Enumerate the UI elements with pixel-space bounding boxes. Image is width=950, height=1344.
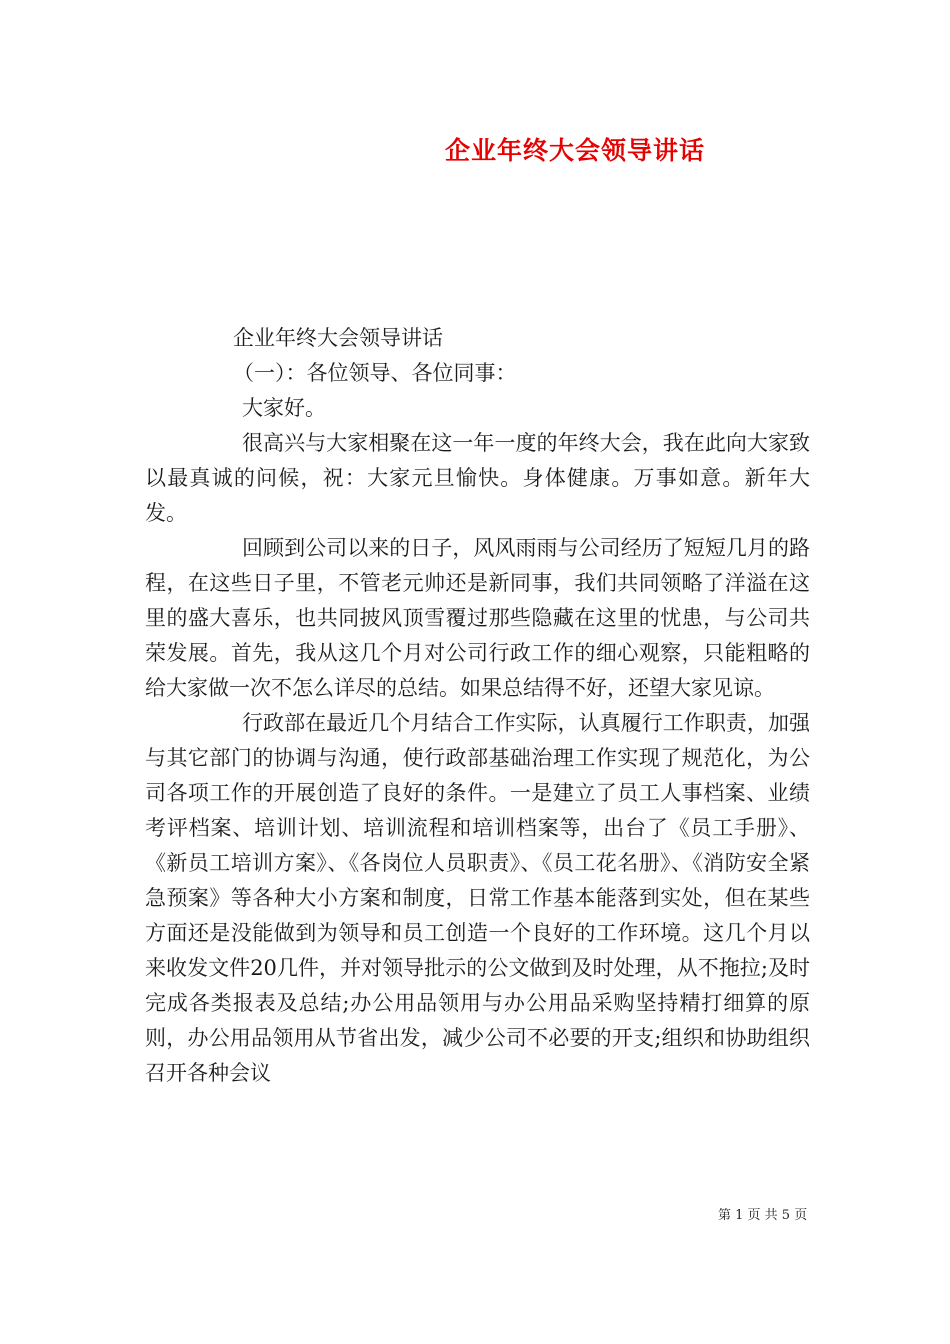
paragraph-3: 行政部在最近几个月结合工作实际，认真履行工作职责，加强与其它部门的协调与沟通，使行政部基础治理工作实现了规范化，为公司各项工作的开展创造了良好的条件。一是建立了员工人事档案、业绩考评档案、培训计划、培训流程和培训档案等，出台了《员工手册》、《新员工培训方案》、《各岗位人员职责》、《员工花名册》、《消防安全紧急预案》等各种大小方案和制度，日常工作基本能落到实处，但在某些方面还是没能做到为领导和员工创造一个良好的工作环境。这几个月以来收发文件20几件，并对领导批示的公文做到及时处理，从不拖拉;及时完成各类报表及总结;办公用品领用与办公用品采购坚持精打细算的原则，办公用品领用从节省出发，减少公司不必要的开支;组织和协助组织召开各种会议 — [145, 711, 810, 1085]
page-number: 第 1 页 共 5 页 — [718, 1208, 808, 1223]
paragraph-2: 回顾到公司以来的日子，风风雨雨与公司经历了短短几月的路程，在这些日子里，不管老元帅还是新同事，我们共同领略了洋溢在这里的盛大喜乐，也共同披风顶雪覆过那些隐藏在这里的忧患，与公司共荣发展。首先，我从这几个月对公司行政工作的细心观察，只能粗略的给大家做一次不怎么详尽的总结。如果总结得不好，还望大家见谅。 — [145, 536, 810, 700]
document-subtitle: 企业年终大会领导讲话 — [233, 326, 443, 350]
document-body — [145, 321, 810, 1091]
page-title: 企业年终大会领导讲话 — [444, 136, 705, 165]
paragraph-1: 很高兴与大家相聚在这一年一度的年终大会，我在此向大家致以最真诚的问候，祝：大家元旦愉快。身体健康。万事如意。新年大发。 — [145, 431, 810, 525]
hello-line: 大家好。 — [242, 396, 326, 420]
greeting-line: （一）：各位领导、各位同事： — [233, 361, 517, 385]
